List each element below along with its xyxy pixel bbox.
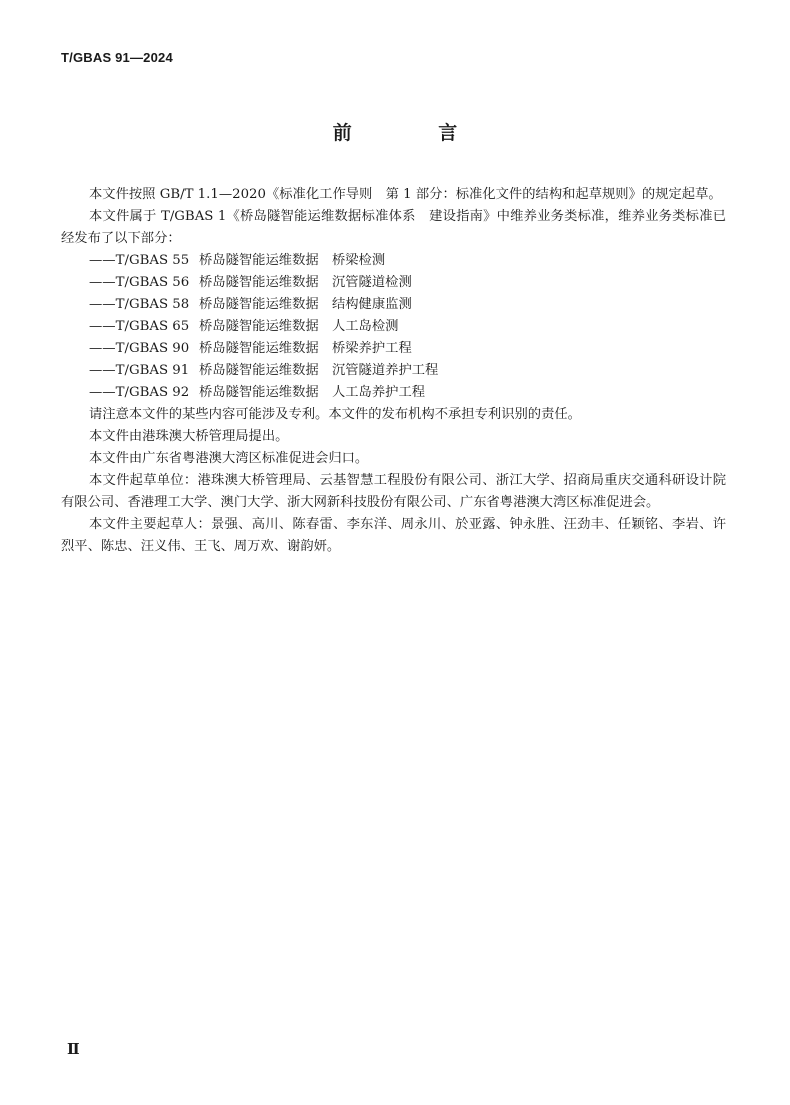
document-body [61, 184, 726, 558]
standard-code: ——T/GBAS 90 [89, 341, 190, 356]
standard-title: 桥岛隧智能运维数据 沉管隧道养护工程 [199, 363, 439, 378]
list-item [61, 316, 726, 338]
paragraph-drafting-rules: 本文件按照 GB/T 1.1—2020《标准化工作导则 第 1 部分：标准化文件的结构和起草规则》的规定起草。 [89, 187, 722, 202]
document-code: T/GBAS 91—2024 [61, 50, 173, 65]
list-item [61, 272, 726, 294]
list-item [61, 382, 726, 404]
page-title: 前 言 [332, 122, 498, 144]
list-item [61, 294, 726, 316]
paragraph-proposer: 本文件由港珠澳大桥管理局提出。 [89, 429, 289, 444]
standard-code: ——T/GBAS 58 [89, 297, 190, 312]
published-standards-list [61, 250, 726, 404]
paragraph-drafters: 本文件主要起草人：景强、高川、陈春雷、李东洋、周永川、於亚露、钟永胜、汪劲丰、任颖铭、李岩、许烈平、陈忠、汪义伟、王飞、周万欢、谢韵妍。 [61, 517, 726, 554]
page-number: Ⅱ [67, 1040, 80, 1058]
standard-title: 桥岛隧智能运维数据 人工岛检测 [199, 319, 399, 334]
paragraph-patent-notice: 请注意本文件的某些内容可能涉及专利。本文件的发布机构不承担专利识别的责任。 [89, 407, 581, 422]
list-item [61, 360, 726, 382]
list-item [61, 338, 726, 360]
standard-code: ——T/GBAS 56 [89, 275, 190, 290]
standard-code: ——T/GBAS 55 [89, 253, 190, 268]
standard-title: 桥岛隧智能运维数据 结构健康监测 [199, 297, 412, 312]
paragraph-series-info: 本文件属于 T/GBAS 1《桥岛隧智能运维数据标准体系 建设指南》中维养业务类标准，维养业务类标准已经发布了以下部分： [61, 209, 726, 246]
paragraph-drafting-units: 本文件起草单位：港珠澳大桥管理局、云基智慧工程股份有限公司、浙江大学、招商局重庆交通科研设计院有限公司、香港理工大学、澳门大学、浙大网新科技股份有限公司、广东省粤港澳大湾区标准促进会。 [61, 473, 726, 510]
list-item [61, 250, 726, 272]
standard-title: 桥岛隧智能运维数据 桥梁养护工程 [199, 341, 412, 356]
standard-title: 桥岛隧智能运维数据 桥梁检测 [199, 253, 386, 268]
standard-code: ——T/GBAS 92 [89, 385, 190, 400]
standard-title: 桥岛隧智能运维数据 沉管隧道检测 [199, 275, 412, 290]
paragraph-administrator: 本文件由广东省粤港澳大湾区标准促进会归口。 [89, 451, 369, 466]
standard-code: ——T/GBAS 65 [89, 319, 190, 334]
standard-title: 桥岛隧智能运维数据 人工岛养护工程 [199, 385, 426, 400]
standard-code: ——T/GBAS 91 [89, 363, 190, 378]
